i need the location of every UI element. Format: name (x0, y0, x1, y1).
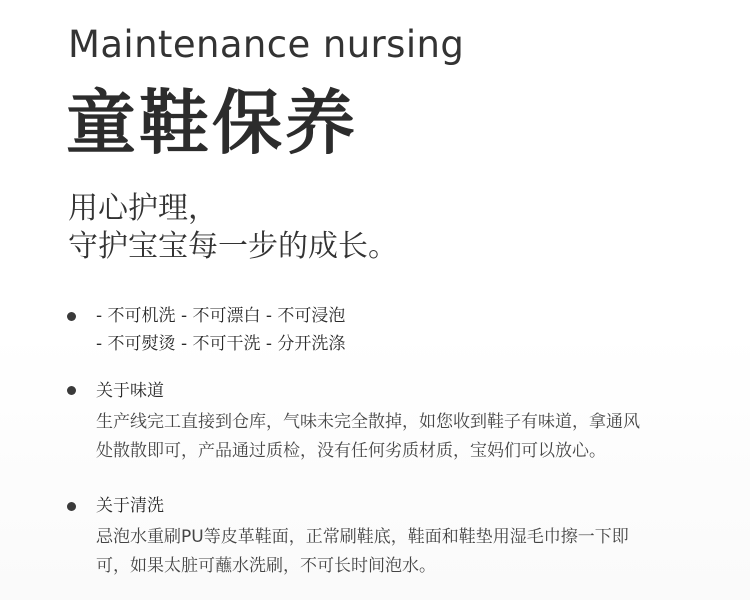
odor-heading: 关于味道 (96, 381, 164, 401)
chinese-title: 童鞋保养 (66, 82, 358, 164)
care-rules-line-1: - 不可机洗 - 不可漂白 - 不可浸泡 (96, 306, 346, 326)
cleaning-text-line-2: 可，如果太脏可蘸水洗刷，不可长时间泡水。 (96, 556, 436, 576)
care-rules-line-2: - 不可熨烫 - 不可干洗 - 分开洗涤 (96, 334, 346, 354)
cleaning-section (96, 492, 716, 581)
odor-section (96, 377, 716, 466)
care-rules-section (96, 302, 716, 358)
slogan-line-2: 守护宝宝每一步的成长。 (68, 229, 398, 264)
bullet-dot (67, 502, 76, 511)
cleaning-heading: 关于清洗 (96, 496, 164, 516)
odor-text-line-2: 处散散即可，产品通过质检，没有任何劣质材质，宝妈们可以放心。 (96, 441, 606, 461)
cleaning-text-line-1: 忌泡水重刷PU等皮革鞋面，正常刷鞋底，鞋面和鞋垫用湿毛巾擦一下即 (96, 527, 629, 547)
bullet-dot (67, 312, 76, 321)
slogan (68, 190, 398, 266)
english-title: Maintenance nursing (68, 23, 465, 66)
cleaning-text (96, 523, 716, 581)
bullet-dot (67, 386, 76, 395)
slogan-line-1: 用心护理， (68, 191, 218, 226)
odor-text-line-1: 生产线完工直接到仓库，气味未完全散掉，如您收到鞋子有味道，拿通风 (96, 412, 640, 432)
odor-text (96, 408, 716, 466)
